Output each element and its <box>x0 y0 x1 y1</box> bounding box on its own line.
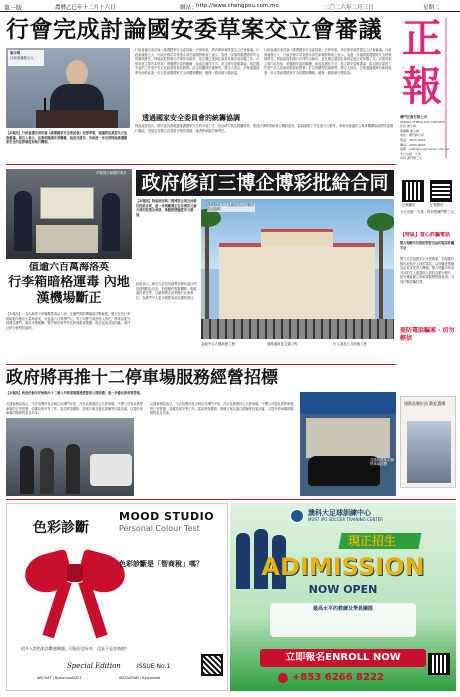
right-column-kicker: 提防電話騙案 · 切勿輕信 <box>400 327 455 342</box>
publisher-line: 傳真：2833 0000 <box>400 142 426 147</box>
officer-figure <box>14 191 32 251</box>
mood-studio-ad[interactable] <box>6 503 228 691</box>
masthead-vertical-strip <box>445 18 447 158</box>
mood-left-title: 色彩診斷 <box>33 520 89 536</box>
logo-char-bao: 報 <box>402 65 442 109</box>
photo-label: 行政會議發言人 <box>10 56 34 61</box>
qr-caption: 正報網站 <box>402 203 416 207</box>
mood-brand: MOOD STUDIO <box>119 510 215 523</box>
gregorian-date: 二〇二六年二月三日 <box>324 5 374 11</box>
parking-body-col2: 交通事務局表示，今次招標涉及多個位於澳門半島、氹仔及路環的公共停車場，中標公司需負責停車場的日常營運、清潔及保安等工作。當局將按價格、營運方案及過往經驗等因素評審，以提升停車場的服務質素及效率。 <box>150 402 294 416</box>
caption-mid: 道路通車及交通工程 <box>267 342 298 346</box>
lunar-date: 農曆乙巳年十二月十六日 <box>55 5 116 11</box>
soccer-headline: ADIMISSION <box>261 553 425 581</box>
qr-code-website[interactable] <box>402 180 424 202</box>
mood-text: 很多人對色彩診斷感興趣，可能你也好奇：這是不是智商稅？ <box>21 646 129 651</box>
photo-name-tag <box>8 50 44 66</box>
drug-story-kicker: 值逾六百萬海洛英 <box>29 262 109 273</box>
right-column-story <box>400 232 456 392</box>
red-bow-icon <box>21 544 131 644</box>
building-roof <box>261 229 333 247</box>
pedestrian-figure <box>20 446 34 494</box>
palm-tree <box>205 219 209 319</box>
lottery-photo <box>201 199 394 339</box>
vehicle-van <box>90 454 132 486</box>
divider-3 <box>6 499 456 500</box>
pedestrian-figure <box>66 444 80 494</box>
headline-1-subhead: 透過國家安全委員會的統籌協調 <box>142 114 240 122</box>
soccer-logo-icon <box>290 509 304 523</box>
headline-1-body-col2: 行政會議完成討論《維護國家安全委員會》法律草案，該法律草案將提交立法會審議。行政會議發言人、行政法務司司長張永春在新聞發佈會上表示，為進一步落實維護國家安全的憲制責任，特區政府對現行法律作出檢討，並在廣泛諮詢社會意見後完成草擬工作。法律草案主要內容包括：明確國安委的職權、組成及運作方式；設立國安委秘書處；規定國安委的工作受中央人民政府監督和問責；訂定相關保密義務等。發言人指出，法案通過後將有助特區進一步完善維護國家安全的體制機制，確保一國兩制行穩致遠。 <box>264 48 392 75</box>
drug-story-body: 【本報訊】一名內地男子涉嫌攜帶毒品入境，在澳門國際機場被司警截獲。警方在其行李箱暗格內搜出大量海洛英，市值逾六百萬澳門元。男子向警方承認受人所托，將毒品從外地運往澳門，事成可獲報酬。警方相信事件涉及跨境販毒集團，現正追查其他同黨。案件已移交檢察院處理。 <box>6 312 131 330</box>
publisher-info <box>400 115 456 175</box>
parking-body: 交通事務局表示，今次招標涉及多個位於澳門半島、氹仔及路環的公共停車場，中標公司需負責停車場的日常營運、清潔及保安等工作。當局將按價格、營運方案及過往經驗等因素評審，以提升停車場的服務質素及效率。 <box>6 402 144 416</box>
soccer-ad[interactable] <box>230 503 456 691</box>
soccer-cn-headline: 現正招生 <box>348 534 397 548</box>
publisher-line: 澳門正報有限公司 <box>400 115 428 119</box>
qr-caption: 正報微信 <box>430 203 444 207</box>
soccer-cta-button[interactable] <box>260 649 426 667</box>
drug-story-title <box>6 275 132 309</box>
lottery-body: 政府表示，修訂內容包括調整非博彩項目的投資期限及內容、加強履約監督機制、明確違約責任等，以確保博企切實履行社會責任，為澳門引入更多國際客源及優質項目。 <box>136 282 197 300</box>
lottery-lead: 【本報訊】特區政府與三間博彩企業完成修訂批給合同，進一步規範博企在非博彩元素方面的投資及承諾，推動經濟適度多元發展。 <box>136 199 197 217</box>
divider-1 <box>6 164 396 165</box>
lottery-title: 政府修訂三博企博彩批給合同 <box>141 172 389 194</box>
soccer-sub: NOW OPEN <box>308 583 378 596</box>
headline-1-body: 行政會議完成討論《維護國家安全委員會》法律草案，該法律草案將提交立法會審議。行政會議發言人、行政法務司司長張永春在新聞發佈會上表示，為進一步落實維護國家安全的憲制責任，特區政府對現行法律作出檢討，並在廣泛諮詢社會意見後完成草擬工作。法律草案主要內容包括：明確國安委的職權、組成及運作方式；設立國安委秘書處；規定國安委的工作受中央人民政府監督和問責；訂定相關保密義務等。發言人指出，法案通過後將有助特區進一步完善維護國家安全的體制機制，確保一國兩制行穩致遠。 <box>135 48 260 75</box>
pedestrian-figure <box>40 448 54 494</box>
parking-lead: 【本報訊】政府於新年伊始推出十二個公共停車場服務經營的公開招標，進一步優化停車場管理。 <box>6 391 144 395</box>
caption-right: 行人道及公共設施工程 <box>333 342 367 346</box>
evidence-board <box>40 187 94 219</box>
parking-photo-caption: 交通局將推多個停車場招標 <box>370 458 394 467</box>
soccer-qr-code[interactable] <box>428 653 450 675</box>
website-label: 網站： <box>180 5 197 11</box>
signboard <box>300 392 396 414</box>
microphone-icon <box>44 98 46 112</box>
mood-sub: Personal Colour Test <box>119 524 200 533</box>
person-head <box>66 60 88 86</box>
lottery-title-bar <box>136 170 394 196</box>
headline-1-title: 行會完成討論國安委草案交立會審議 <box>6 17 382 43</box>
publisher-line: 今日出版一大張 <box>400 151 422 156</box>
mood-issue: ISSUE No.1 <box>137 663 171 670</box>
qr-code-wechat[interactable] <box>430 180 452 202</box>
photo-name: 韋少琪 <box>10 51 21 55</box>
palm-leaves <box>367 213 394 231</box>
page-label: 第一版 <box>4 5 23 12</box>
headline-1-photo <box>6 48 130 128</box>
weekday: 星期二 <box>423 5 440 11</box>
logo-char-zheng: 正 <box>402 17 442 61</box>
podium <box>36 110 118 128</box>
soccer-school-cn: 澳科大足球訓練中心 <box>308 509 371 517</box>
publisher-line: 社長 黃小梅 <box>400 124 416 129</box>
drug-story-photo <box>6 169 132 259</box>
gate-fence <box>201 319 394 339</box>
soccer-school-en: MUST IPO SOCCER TRAINING CENTER <box>308 517 384 522</box>
evidence-table <box>36 225 98 253</box>
logo-block <box>400 15 456 175</box>
palm-tree <box>379 223 383 319</box>
mood-edition: Special Edition <box>67 662 121 670</box>
publisher-line: 每份 澳門幣三元 <box>400 156 422 161</box>
parking-entrance <box>306 418 390 458</box>
divider-2 <box>6 364 396 365</box>
headline-1-lead: 【本報訊】行政會議完成討論《維護國家安全委員會》法律草案，建議將法案提交立法會審議。發言人表示，法案明確國安委職權、組成及運作，有助進一步完善特區維護國家安全的法律制度和執行機制。 <box>6 131 128 145</box>
right-ad-text: 國際品牌折扣 歡迎選購 <box>404 401 446 406</box>
top-bar <box>0 0 460 12</box>
officer-figure <box>102 193 120 251</box>
lottery-photo-caption: 經濟財政司司長就批給合同修訂作出說明 <box>207 203 255 212</box>
qr-block <box>400 180 456 228</box>
publisher-line: 總編輯 黃小梅 <box>400 128 419 133</box>
publisher-line: 地址：澳門新口岸 <box>400 133 425 138</box>
right-ad-photo <box>407 421 451 483</box>
parking-photo-right <box>300 392 396 496</box>
right-column-lead: 警方提醒市民提防假冒官員的電話詐騙手法 <box>400 241 455 250</box>
caption-left: 金融中心大樓新建工程 <box>201 342 235 346</box>
soccer-phone[interactable]: +853 6266 8222 <box>292 672 384 683</box>
publisher-line: 電郵：chengpou@macau.ctm.net <box>400 147 450 152</box>
soccer-cta: 立即報名ENROLL NOW <box>285 652 401 663</box>
right-column-body: 警方近日接獲多宗市民報案，指接獲自稱內地執法人員的電話，以涉嫌洗黑錢為由要求受害人轉帳。警方呼籲市民切勿向陌生人透露個人資料及銀行帳戶，如有懷疑應立即致電報警熱線查詢，共同打擊詐騙犯罪。 <box>400 257 455 284</box>
mood-question: 色彩診斷是「智商稅」嗎？ <box>119 560 203 568</box>
right-column-ad <box>400 396 456 488</box>
parking-title: 政府將再推十二停車場服務經營招標 <box>6 368 278 388</box>
publisher-line: 電話：2833 0000 <box>400 137 426 142</box>
website-link[interactable]: http://www.chengpou.com.mo <box>196 3 279 9</box>
mood-qr-code[interactable] <box>201 654 223 676</box>
soccer-feature-box <box>270 603 416 637</box>
drug-title-text: 行李箱暗格運毒 內地漢機場斷正 <box>8 275 130 306</box>
bow-knot <box>67 564 83 582</box>
headline-1-sub-body: 特區政府指出，國安委負責統籌維護國家安全的各項工作，包括研究制定相關政策、推進法律制度和執行機制建設，協調重點工作及重大行動等。草案亦建議設立專責機構協助國安委履行職能，並規定有關人員須遵守保密義務，違者將承擔法律責任。 <box>135 124 394 133</box>
building-facade <box>219 243 375 323</box>
drug-photo-label: 司警展示檢獲的毒品 <box>96 171 127 175</box>
phone-icon <box>278 673 288 683</box>
parking-photo-left <box>6 418 134 496</box>
soccer-feature: 最高水平的教練及學員團隊 <box>312 606 373 612</box>
mood-contact-wechat[interactable]: WECHAT | Byoumood2022 <box>37 676 82 680</box>
mood-contact-instagram[interactable]: INSTAGRAM | Byoumood <box>119 676 161 680</box>
right-column-title: 【特區】當心詐騙電話 <box>400 232 451 238</box>
lottery-caption-row <box>201 342 394 362</box>
publisher-line: JORNAL CHENG POU LIMITADA <box>400 119 446 124</box>
app-caption: 今日出版一大張 · 每份售澳門幣三元 <box>400 210 455 214</box>
